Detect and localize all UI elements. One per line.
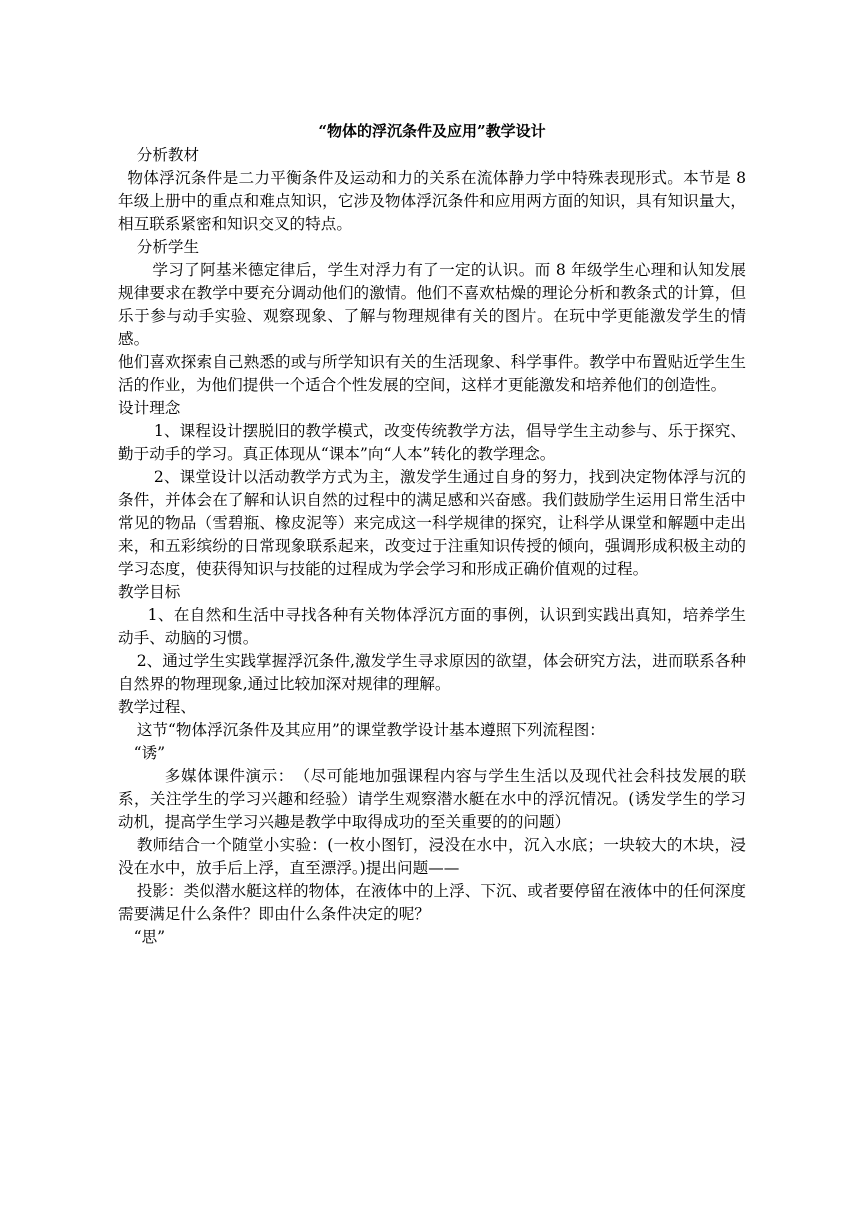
paragraph: 教师结合一个随堂小实验：(一枚小图钉，浸没在水中，沉入水底；一块较大的木块，浸没在水中，放手后上浮，直至漂浮。)提出问题—— <box>118 836 746 877</box>
paragraph: 物体浮沉条件是二力平衡条件及运动和力的关系在流体静力学中特殊表现形式。本节是 8 年级上册中的重点和难点知识，它涉及物体浮沉条件和应用两方面的知识，具有知识量大，相互联系紧密和知识交叉的特点。 <box>118 169 746 233</box>
paragraph: 这节“物体浮沉条件及其应用”的课堂教学设计基本遵照下列流程图： <box>136 721 605 739</box>
paragraph: 投影：类似潜水艇这样的物体，在液体中的上浮、下沉、或者要停留在液体中的任何深度需要满足什么条件？即由什么条件决定的呢？ <box>118 882 746 923</box>
paragraph: 1、在自然和生活中寻找各种有关物体浮沉方面的事例，认识到实践出真知，培养学生动手、动脑的习惯。 <box>118 606 746 647</box>
section-heading: 教学目标 <box>118 583 181 601</box>
paragraph: 多媒体课件演示： （尽可能地加强课程内容与学生生活以及现代社会科技发展的联系，关注学生的学习兴趣和经验）请学生观察潜水艇在水中的浮沉情况。(诱发学生的学习动机，提高学生学习兴趣是教学中取得成功的至关重要的的问题） <box>118 767 746 831</box>
section-heading: 教学过程、 <box>118 698 196 716</box>
section-heading: 分析教材 <box>136 146 200 164</box>
document-page <box>118 118 746 949</box>
paragraph: 1、课程设计摆脱旧的教学模式，改变传统教学方法，倡导学生主动参与、乐于探究、勤于动手的学习。真正体现从“课本”向“人本”转化的教学理念。 <box>118 422 746 463</box>
paragraph: 2、课堂设计以活动教学方式为主，激发学生通过自身的努力，找到决定物体浮与沉的条件，并体会在了解和认识自然的过程中的满足感和兴奋感。我们鼓励学生运用日常生活中常见的物品（雪碧瓶、橡皮泥等）来完成这一科学规律的探究，让科学从课堂和解题中走出来，和五彩缤纷的日常现象联系起来，改变过于注重知识传授的倾向，强调形成积极主动的学习态度，使获得知识与技能的过程成为学会学习和形成正确价值观的过程。 <box>118 468 746 578</box>
paragraph: 2、通过学生实践掌握浮沉条件,激发学生寻求原因的欲望，体会研究方法，进而联系各种自然界的物理现象,通过比较加深对规律的理解。 <box>118 652 746 693</box>
paragraph: 他们喜欢探索自己熟悉的或与所学知识有关的生活现象、科学事件。教学中布置贴近学生生活的作业，为他们提供一个适合个性发展的空间，这样才更能激发和培养他们的创造性。 <box>118 353 746 394</box>
document-body <box>118 144 746 949</box>
section-heading: 设计理念 <box>118 399 181 417</box>
paragraph: 学习了阿基米德定律后，学生对浮力有了一定的认识。而 8 年级学生心理和认知发展规律要求在教学中要充分调动他们的激情。他们不喜欢枯燥的理论分析和教条式的计算，但乐于参与动手实验、观察现象、了解与物理规律有关的图片。在玩中学更能激发学生的情感。 <box>118 261 746 348</box>
section-heading: “诱” <box>133 744 166 762</box>
section-heading: “思” <box>133 928 166 946</box>
section-heading: 分析学生 <box>136 238 200 256</box>
document-title: “物体的浮沉条件及应用”教学设计 <box>318 122 546 140</box>
